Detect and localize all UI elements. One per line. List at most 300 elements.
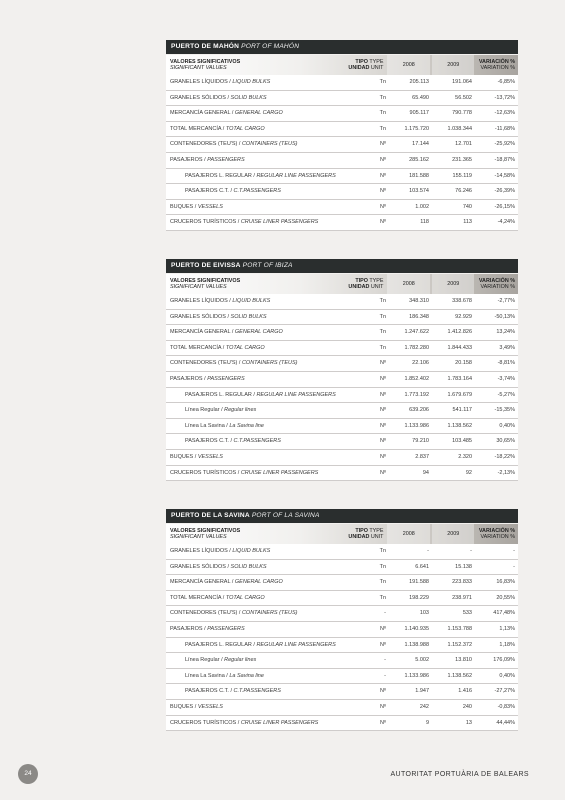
row-value-year-1: 5.002 [415,657,429,664]
col-values-en: SIGNIFICANT VALUES [170,534,227,540]
row-unit: Nº [380,407,386,414]
col-unit-en: UNIT [370,65,384,71]
row-unit: Nº [380,219,386,226]
row-label: PASAJEROS L. REGULAR / REGULAR LINE PASSENGERS [185,391,336,398]
row-value-year-2: 1.412.826 [447,329,472,336]
row-value-year-2: 13 [465,719,472,726]
row-label-es: MERCANCÍA GENERAL [170,329,231,336]
row-label: Línea La Savina / La Savina line [185,422,264,429]
row-label-es: TOTAL MERCANCÍA [170,594,222,601]
table-row [166,403,518,419]
row-label: CONTENEDORES (TEU'S) / CONTAINERS (TEUS) [170,360,298,367]
row-label-en: PASSENGERS [207,625,245,632]
row-label: PASAJEROS L. REGULAR / REGULAR LINE PASSENGERS [185,172,336,179]
row-unit: Tn [379,94,386,101]
row-value-year-2: 12.701 [455,141,472,148]
col-values-es: VALORES SIGNIFICATIVOS [170,528,241,534]
row-label-es: Línea La Savina [185,422,225,429]
row-label: TOTAL MERCANCÍA / TOTAL CARGO [170,125,265,132]
row-variation: -14,58% [494,172,515,179]
row-value-year-2: 1.152.372 [447,641,472,648]
table-row [166,137,518,153]
row-unit: Nº [380,172,386,179]
row-value-year-1: 22.106 [412,360,429,367]
table-row [166,122,518,138]
row-value-year-2: 103.485 [452,438,472,445]
row-value-year-2: 238.971 [452,594,472,601]
table-row [166,184,518,200]
row-variation: -50,13% [494,313,515,320]
row-label: CRUCEROS TURÍSTICOS / CRUISE LINER PASSENGERS [170,469,319,476]
row-label-en: PASSENGERS [207,156,245,163]
table-header [166,55,518,75]
row-label-en: GENERAL CARGO [234,110,283,117]
row-label: Línea La Savina / La Savina line [185,672,264,679]
row-value-year-2: 20.158 [455,360,472,367]
table-row [166,419,518,435]
col-variation-en: VARIATION % [480,65,515,71]
row-value-year-2: 790.778 [452,110,472,117]
row-unit: - [384,610,386,617]
row-value-year-2: 338.678 [452,298,472,304]
row-unit: Tn [379,110,386,117]
row-label-es: PASAJEROS [170,625,203,632]
col-variation-en: VARIATION % [480,284,515,290]
row-unit: Tn [379,548,386,554]
port-table-title [166,259,518,273]
row-value-year-1: 9 [425,719,429,726]
row-value-year-2: 1.153.788 [447,625,472,632]
row-label-en: LIQUID BULKS [232,298,271,304]
table-row [166,575,518,591]
row-value-year-1: 1.133.986 [404,672,429,679]
table-row [166,684,518,700]
row-value-year-2: 56.502 [455,94,472,101]
row-variation: - [513,563,515,570]
port-table-title [166,509,518,523]
row-label: GRANELES SÓLIDOS / SOLID BULKS [170,313,267,320]
port-name-en: PORT OF LA SAVINA [251,512,320,519]
row-label-en: CONTAINERS (TEUS) [241,141,298,148]
row-variation: 1,13% [499,625,515,632]
row-value-year-2: 155.119 [452,172,472,179]
row-label: MERCANCÍA GENERAL / GENERAL CARGO [170,329,283,336]
row-label-en: Regular lines [224,657,257,664]
row-label-es: Línea Regular [185,657,220,664]
row-value-year-1: 1.002 [415,203,429,210]
table-header [166,274,518,294]
row-variation: 16,83% [496,579,515,586]
row-label-es: TOTAL MERCANCÍA [170,344,222,351]
row-unit: - [384,672,386,679]
col-variation-es: VARIACIÓN % [478,528,515,534]
row-label-en: CRUISE LINER PASSENGERS [240,469,319,476]
row-unit: Nº [380,719,386,726]
row-variation: 3,49% [499,344,515,351]
col-type-es: TIPO [355,278,368,284]
row-unit: Nº [380,141,386,148]
row-unit: Nº [380,422,386,429]
row-value-year-1: 118 [420,219,429,226]
row-value-year-1: 1.947 [415,688,429,695]
row-variation: 417,48% [493,610,515,617]
table-row [166,544,518,560]
row-unit: Nº [380,360,386,367]
row-value-year-1: 103 [419,610,429,617]
page-number: 24 [18,764,38,784]
row-label-es: MERCANCÍA GENERAL [170,110,231,117]
row-label-en: La Savina line [229,422,264,429]
row-label-es: MERCANCÍA GENERAL [170,579,231,586]
row-label-es: BUQUES [170,453,194,460]
col-unit-es: UNIDAD [348,534,370,540]
row-value-year-2: 1.038.344 [447,125,472,132]
row-label-es: CRUCEROS TURÍSTICOS [170,219,237,226]
row-label: PASAJEROS C.T. / C.T.PASSENGERS [185,438,281,445]
row-value-year-2: 92 [465,469,472,476]
row-variation: -18,22% [494,453,515,460]
col-values-en: SIGNIFICANT VALUES [170,65,227,71]
table-row [166,388,518,404]
row-unit: Nº [380,188,386,195]
row-label-es: PASAJEROS L. REGULAR [185,641,252,648]
row-label-en: C.T.PASSENGERS [233,688,281,695]
row-label: Línea Regular / Regular lines [185,407,257,414]
table-row [166,215,518,231]
row-label-es: CRUCEROS TURÍSTICOS [170,469,237,476]
table-row [166,341,518,357]
table-header [166,524,518,544]
row-value-year-2: 1.783.164 [447,375,472,382]
col-variation-es: VARIACIÓN % [478,278,515,284]
row-value-year-1: 17.144 [412,141,429,148]
row-label: PASAJEROS / PASSENGERS [170,625,245,632]
row-label: PASAJEROS C.T. / C.T.PASSENGERS [185,188,281,195]
row-variation: -11,68% [494,125,515,132]
row-label-es: PASAJEROS [170,375,203,382]
row-unit: Nº [380,438,386,445]
row-value-year-1: 1.782.280 [404,344,429,351]
table-row [166,638,518,654]
row-value-year-1: 186.348 [409,313,429,320]
row-label-en: CONTAINERS (TEUS) [241,610,298,617]
row-variation: -8,81% [497,360,515,367]
row-label: GRANELES LÍQUIDOS / LIQUID BULKS [170,548,271,554]
port-name-en: PORT OF IBIZA [242,262,293,269]
row-label-es: BUQUES [170,703,194,710]
row-label-es: CONTENEDORES (TEU'S) [170,610,238,617]
row-variation: 44,44% [496,719,515,726]
row-value-year-2: - [470,548,472,554]
port-name-es: PUERTO DE LA SAVINA [171,512,250,519]
row-label: CRUCEROS TURÍSTICOS / CRUISE LINER PASSENGERS [170,719,319,726]
row-variation: -5,27% [497,391,515,398]
col-type-en: TYPE [369,59,384,65]
row-value-year-1: 1.138.988 [404,641,429,648]
row-label-en: REGULAR LINE PASSENGERS [256,172,336,179]
row-unit: Tn [379,298,386,304]
row-label: CRUCEROS TURÍSTICOS / CRUISE LINER PASSENGERS [170,219,319,226]
row-label-en: TOTAL CARGO [225,125,265,132]
row-label: GRANELES LÍQUIDOS / LIQUID BULKS [170,298,271,304]
table-row [166,294,518,310]
row-label-es: CONTENEDORES (TEU'S) [170,141,238,148]
row-unit: Nº [380,625,386,632]
row-label-en: La Savina line [229,672,264,679]
row-label: TOTAL MERCANCÍA / TOTAL CARGO [170,594,265,601]
row-unit: Nº [380,375,386,382]
col-year-2: 2009 [432,524,475,544]
row-variation: - [513,548,515,554]
row-label-es: GRANELES SÓLIDOS [170,94,226,101]
col-type-en: TYPE [369,278,384,284]
table-row [166,434,518,450]
row-label-es: CRUCEROS TURÍSTICOS [170,719,237,726]
col-variation-es: VARIACIÓN % [478,59,515,65]
row-variation: -25,92% [494,141,515,148]
row-label: GRANELES SÓLIDOS / SOLID BULKS [170,563,267,570]
row-value-year-1: 6.641 [415,563,429,570]
row-value-year-1: 65.490 [412,94,429,101]
row-variation: 176,09% [493,657,515,664]
row-value-year-1: 94 [422,469,429,476]
col-unit-en: UNIT [370,534,384,540]
col-type-en: TYPE [369,528,384,534]
row-label-en: TOTAL CARGO [225,594,265,601]
row-label: GRANELES LÍQUIDOS / LIQUID BULKS [170,79,271,85]
row-value-year-1: 191.588 [409,579,429,586]
row-value-year-2: 92.929 [455,313,472,320]
row-variation: -27,27% [494,688,515,695]
row-label-es: CONTENEDORES (TEU'S) [170,360,238,367]
table-row [166,169,518,185]
table-row [166,200,518,216]
row-unit: Nº [380,688,386,695]
row-label-es: PASAJEROS C.T. [185,188,229,195]
row-variation: -6,85% [497,79,515,85]
row-unit: Tn [379,344,386,351]
row-value-year-2: 1.844.433 [447,344,472,351]
port-table [166,509,518,731]
col-values-en: SIGNIFICANT VALUES [170,284,227,290]
row-variation: -26,39% [494,188,515,195]
row-label-es: GRANELES SÓLIDOS [170,313,226,320]
row-label-es: PASAJEROS C.T. [185,688,229,695]
row-label-en: LIQUID BULKS [232,548,271,554]
row-value-year-2: 533 [462,610,472,617]
row-value-year-2: 240 [462,703,472,710]
row-label: MERCANCÍA GENERAL / GENERAL CARGO [170,579,283,586]
row-label: GRANELES SÓLIDOS / SOLID BULKS [170,94,267,101]
row-variation: -18,87% [494,156,515,163]
row-label: PASAJEROS / PASSENGERS [170,375,245,382]
row-unit: Tn [379,125,386,132]
row-variation: -2,13% [497,469,515,476]
row-label: PASAJEROS L. REGULAR / REGULAR LINE PASSENGERS [185,641,336,648]
row-label-en: C.T.PASSENGERS [233,188,281,195]
row-label-en: SOLID BULKS [230,563,267,570]
row-label-en: TOTAL CARGO [225,344,265,351]
row-unit: Tn [379,313,386,320]
row-value-year-1: - [427,548,429,554]
row-value-year-1: 1.140.935 [404,625,429,632]
row-label-en: C.T.PASSENGERS [233,438,281,445]
row-label-es: PASAJEROS L. REGULAR [185,391,252,398]
row-label: BUQUES / VESSELS [170,703,223,710]
row-label: BUQUES / VESSELS [170,203,223,210]
row-variation: -2,77% [497,298,515,304]
row-value-year-2: 76.246 [455,188,472,195]
row-value-year-2: 740 [462,203,472,210]
table-row [166,372,518,388]
table-row [166,450,518,466]
row-label-es: BUQUES [170,203,194,210]
row-unit: Nº [380,156,386,163]
row-value-year-2: 2.320 [458,453,472,460]
row-value-year-2: 13.810 [455,657,472,664]
row-unit: Tn [379,579,386,586]
row-value-year-2: 231.365 [452,156,472,163]
row-unit: Nº [380,453,386,460]
table-row [166,466,518,482]
row-label-es: GRANELES LÍQUIDOS [170,298,228,304]
table-row [166,560,518,576]
row-label: MERCANCÍA GENERAL / GENERAL CARGO [170,110,283,117]
row-value-year-2: 15.138 [455,563,472,570]
col-unit-en: UNIT [370,284,384,290]
row-value-year-2: 541.117 [452,407,472,414]
row-value-year-1: 205.113 [409,79,429,85]
row-value-year-1: 285.162 [409,156,429,163]
row-label-es: PASAJEROS L. REGULAR [185,172,252,179]
row-unit: Nº [380,469,386,476]
row-value-year-2: 1.138.562 [447,672,472,679]
row-label-es: GRANELES LÍQUIDOS [170,79,228,85]
row-label-en: SOLID BULKS [230,313,267,320]
row-unit: Tn [379,563,386,570]
col-year-1: 2008 [387,55,430,75]
table-row [166,153,518,169]
row-variation: 30,65% [496,438,515,445]
row-value-year-1: 79.210 [412,438,429,445]
row-value-year-2: 223.833 [452,579,472,586]
row-unit: - [384,657,386,664]
row-label-en: CONTAINERS (TEUS) [241,360,298,367]
row-unit: Tn [379,594,386,601]
row-variation: -26,15% [494,203,515,210]
row-variation: 0,40% [499,672,515,679]
row-value-year-1: 1.175.720 [404,125,429,132]
port-name-es: PUERTO DE EIVISSA [171,262,241,269]
table-row [166,310,518,326]
row-value-year-1: 2.837 [415,453,429,460]
row-value-year-1: 639.206 [409,407,429,414]
row-label: PASAJEROS / PASSENGERS [170,156,245,163]
col-type-es: TIPO [355,59,368,65]
table-row [166,325,518,341]
row-variation: -15,35% [494,407,515,414]
row-label-en: GENERAL CARGO [234,579,283,586]
row-label-en: LIQUID BULKS [232,79,271,85]
row-label-en: GENERAL CARGO [234,329,283,336]
port-table [166,40,518,231]
row-value-year-2: 1.416 [458,688,472,695]
row-label-es: PASAJEROS C.T. [185,438,229,445]
row-value-year-1: 198.229 [409,594,429,601]
row-unit: Tn [379,329,386,336]
table-row [166,622,518,638]
row-label-en: PASSENGERS [207,375,245,382]
col-type-es: TIPO [355,528,368,534]
row-variation: -12,63% [494,110,515,117]
port-table [166,259,518,481]
row-label-es: Línea Regular [185,407,220,414]
row-variation: 1,18% [499,641,515,648]
row-variation: 13,24% [496,329,515,336]
table-row [166,606,518,622]
row-value-year-2: 1.138.562 [447,422,472,429]
table-row [166,669,518,685]
col-year-2: 2009 [432,274,475,294]
row-label-es: GRANELES LÍQUIDOS [170,548,228,554]
row-variation: -0,83% [497,703,515,710]
row-label-en: REGULAR LINE PASSENGERS [256,641,336,648]
col-values-es: VALORES SIGNIFICATIVOS [170,278,241,284]
table-row [166,106,518,122]
table-row [166,75,518,91]
row-label-en: CRUISE LINER PASSENGERS [240,219,319,226]
table-row [166,591,518,607]
row-label-en: REGULAR LINE PASSENGERS [256,391,336,398]
table-row [166,700,518,716]
col-unit-es: UNIDAD [348,284,370,290]
row-label: BUQUES / VESSELS [170,453,223,460]
row-label: CONTENEDORES (TEU'S) / CONTAINERS (TEUS) [170,141,298,148]
row-variation: -3,74% [497,375,515,382]
row-label-es: PASAJEROS [170,156,203,163]
row-label-es: GRANELES SÓLIDOS [170,563,226,570]
row-value-year-1: 1.852.402 [404,375,429,382]
row-value-year-1: 103.574 [409,188,429,195]
port-name-es: PUERTO DE MAHÓN [171,43,240,50]
footer-organization: AUTORITAT PORTUÀRIA DE BALEARS [390,771,529,778]
row-label-en: CRUISE LINER PASSENGERS [240,719,319,726]
row-value-year-1: 1.773.192 [404,391,429,398]
col-unit-es: UNIDAD [348,65,370,71]
table-row [166,716,518,732]
row-variation: 0,40% [499,422,515,429]
row-value-year-1: 905.117 [409,110,429,117]
row-label-es: Línea La Savina [185,672,225,679]
col-values-es: VALORES SIGNIFICATIVOS [170,59,241,65]
row-unit: Nº [380,391,386,398]
row-variation: -13,72% [494,94,515,101]
row-label: Línea Regular / Regular lines [185,657,257,664]
row-label-es: TOTAL MERCANCÍA [170,125,222,132]
row-value-year-2: 113 [463,219,472,226]
table-row [166,653,518,669]
row-label-en: VESSELS [197,703,223,710]
row-label: CONTENEDORES (TEU'S) / CONTAINERS (TEUS) [170,610,298,617]
row-unit: Tn [379,79,386,85]
port-name-en: PORT OF MAHÓN [241,43,300,50]
row-value-year-1: 348.310 [409,298,429,304]
row-value-year-2: 191.064 [452,79,472,85]
row-value-year-2: 1.679.679 [447,391,472,398]
row-label: TOTAL MERCANCÍA / TOTAL CARGO [170,344,265,351]
col-year-2: 2009 [432,55,475,75]
row-unit: Nº [380,641,386,648]
